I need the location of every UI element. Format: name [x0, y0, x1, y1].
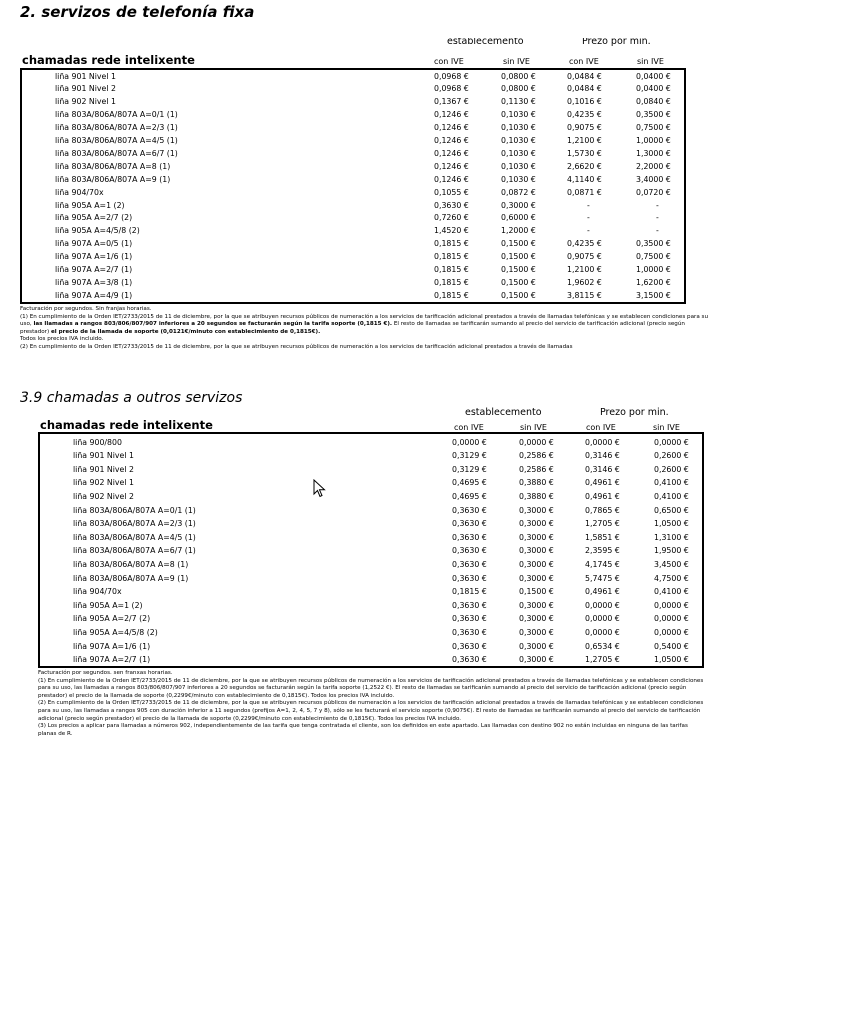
row-label: liña 905A A=4/5/8 (2) [55, 226, 140, 236]
price-cell: 0,1030 € [501, 174, 536, 184]
price-cell: 0,3000 € [519, 546, 554, 556]
price-cell: 1,0500 € [654, 655, 689, 665]
price-cell: 0,3000 € [519, 641, 554, 651]
table-row [22, 225, 684, 237]
price-cell: 0,3129 € [452, 451, 487, 461]
mouse-pointer-icon [313, 479, 327, 499]
price-cell: 0,3630 € [452, 655, 487, 665]
price-cell: 0,3630 € [452, 559, 487, 569]
section-2-notes [38, 670, 704, 738]
table-row [40, 532, 702, 544]
price-cell: 0,0872 € [501, 187, 536, 197]
price-cell: 0,1815 € [434, 290, 469, 300]
price-cell: 4,1745 € [585, 559, 620, 569]
row-label: liña 902 Nivel 1 [55, 97, 116, 107]
table-row [40, 600, 702, 612]
price-cell: 1,2705 € [585, 519, 620, 529]
price-cell: 0,0000 € [654, 600, 689, 610]
section-1-group-price-per-min: Prezo por min. [582, 38, 651, 47]
price-cell: 1,6200 € [636, 277, 671, 287]
price-cell: 0,9075 € [567, 252, 602, 262]
table-row [22, 290, 684, 302]
price-cell: 0,3000 € [519, 505, 554, 515]
price-cell: 3,8115 € [567, 290, 602, 300]
price-cell: 1,0000 € [636, 265, 671, 274]
price-cell: 1,3100 € [654, 532, 689, 542]
price-cell: 0,1246 € [434, 148, 469, 158]
price-cell: 0,1030 € [501, 110, 536, 120]
price-cell: 0,1055 € [434, 187, 469, 197]
price-cell: 0,3000 € [501, 200, 536, 210]
note-3: (3) Los precios a aplicar para llamadas a números 902, independientemente de las tarifa que tenga contratada el cliente, son los definidos en este apartado. Las llamadas con destino 902 no están incluidas en ninguna de las tarifas planas de R. [38, 723, 688, 737]
section-2-group-establishment: establecemento [465, 407, 542, 418]
row-label: liña 803A/806A/807A A=0/1 (1) [55, 110, 178, 120]
note-2: (2) En cumplimiento de la Orden IET/2733/2015 de 11 de diciembre, por la que se atribuyen recursos públicos de numeración a los servicios de tarificación adicional prestados a través de llamadas telefónicas y se establecen condiciones para su uso, las llamadas a rangos 905 con duración inferior a 11 segundos (prefijos A=1, 2, 4, 5, 7 y 8), sólo se les facturará el servicio soporte (0,9075€). El resto de llamadas se tarificarán sumando al precio del servicio de tarificación adicional (precio según prestador) el precio de la llamada de soporte (0,2299€/minuto con establecimiento de 0,1815€). Todos los precios IVA incluido. [38, 700, 704, 722]
price-cell: 0,1500 € [501, 277, 536, 287]
price-cell: 0,7500 € [636, 252, 671, 262]
section-2-title: 3.9 chamadas a outros servizos [20, 390, 243, 406]
price-cell: 0,0000 € [585, 600, 620, 610]
price-cell: 0,0000 € [585, 627, 620, 637]
price-cell: 0,1815 € [434, 277, 469, 287]
row-label: liña 905A A=1 (2) [55, 200, 125, 210]
price-cell: 0,4961 € [585, 491, 620, 501]
price-cell: 0,1815 € [434, 239, 469, 249]
price-cell: 1,9500 € [654, 546, 689, 556]
price-cell: - [587, 213, 590, 223]
price-cell: 0,1030 € [501, 123, 536, 133]
note-billing: Facturación por segundos. sen franxas horarias. [38, 670, 173, 676]
row-label: liña 904/70x [55, 187, 104, 197]
row-label: liña 803A/806A/807A A=6/7 (1) [55, 148, 178, 158]
price-cell: 3,1500 € [636, 290, 671, 300]
row-label: liña 901 Nivel 1 [55, 71, 116, 81]
section-2-col-header: con IVE [586, 423, 616, 432]
row-label: liña 803A/806A/807A A=8 (1) [55, 161, 171, 171]
row-label: liña 902 Nivel 2 [73, 491, 134, 501]
price-cell: 0,3630 € [452, 573, 487, 583]
table-row [22, 264, 684, 276]
price-cell: 0,3000 € [519, 600, 554, 610]
price-cell: 0,1246 € [434, 136, 469, 145]
price-cell: 0,3129 € [452, 464, 487, 474]
table-row [40, 613, 702, 625]
section-1-col-header: sin IVE [637, 57, 664, 66]
row-label: liña 901 Nivel 1 [73, 451, 134, 461]
note-2: (2) En cumplimiento de la Orden IET/2733/2015 de 11 de diciembre, por la que se atribuyen recursos públicos de numeración a los servicios de tarificación adicional prestados a través de llamadas [20, 343, 573, 350]
table-row [22, 122, 684, 134]
price-cell: 0,0400 € [636, 71, 671, 81]
row-label: liña 803A/806A/807A A=6/7 (1) [73, 546, 196, 556]
section-2-group-price-per-min: Prezo por min. [600, 407, 669, 418]
price-cell: 0,1246 € [434, 174, 469, 184]
price-cell: 0,4235 € [567, 110, 602, 120]
price-cell: 0,7865 € [585, 505, 620, 515]
section-1-rate-table [20, 68, 686, 304]
price-cell: 0,1246 € [434, 110, 469, 120]
price-cell: 0,0000 € [654, 614, 689, 624]
price-cell: 0,2586 € [519, 464, 554, 474]
row-label: liña 803A/806A/807A A=4/5 (1) [73, 532, 196, 542]
price-cell: 0,3500 € [636, 239, 671, 249]
price-cell: 0,1030 € [501, 148, 536, 158]
row-label: liña 905A A=2/7 (2) [55, 213, 133, 223]
price-cell: 0,0720 € [636, 187, 671, 197]
table-row [22, 174, 684, 186]
table-row [22, 277, 684, 289]
price-cell: 0,0400 € [636, 84, 671, 94]
price-cell: 0,1815 € [452, 587, 487, 597]
price-cell: 0,3500 € [636, 110, 671, 120]
price-cell: 0,3000 € [519, 627, 554, 637]
price-cell: 0,1500 € [501, 290, 536, 300]
price-cell: 0,9075 € [567, 123, 602, 133]
price-cell: - [587, 200, 590, 210]
price-cell: 1,5851 € [585, 532, 620, 542]
price-cell: 0,3630 € [452, 546, 487, 556]
price-cell: 0,0484 € [567, 84, 602, 94]
price-cell: 0,0484 € [567, 71, 602, 81]
table-row [40, 505, 702, 517]
price-cell: 1,4520 € [434, 226, 469, 236]
section-2-rate-table [38, 432, 704, 668]
price-cell: 0,3146 € [585, 464, 620, 474]
row-label: liña 907A A=4/9 (1) [55, 290, 133, 300]
table-row [22, 96, 684, 108]
price-cell: 1,2100 € [567, 136, 602, 145]
price-cell: 0,4100 € [654, 478, 689, 488]
price-cell: 0,3630 € [452, 505, 487, 515]
price-cell: 0,2586 € [519, 451, 554, 461]
table-row [22, 161, 684, 173]
row-label: liña 900/800 [73, 437, 122, 447]
price-cell: 1,0000 € [636, 136, 671, 145]
price-cell: 0,5400 € [654, 641, 689, 651]
price-cell: 3,4000 € [636, 174, 671, 184]
price-cell: 0,1500 € [501, 265, 536, 274]
table-row [22, 251, 684, 263]
table-row [22, 83, 684, 95]
table-row [22, 187, 684, 199]
price-cell: 4,1140 € [567, 174, 602, 184]
price-cell: 0,4100 € [654, 587, 689, 597]
price-cell: 0,1815 € [434, 252, 469, 262]
table-row [40, 654, 702, 666]
price-cell: 2,6620 € [567, 161, 602, 171]
table-row [40, 437, 702, 449]
row-label: liña 803A/806A/807A A=4/5 (1) [55, 136, 178, 145]
row-label: liña 907A A=1/6 (1) [73, 641, 151, 651]
price-cell: 0,3000 € [519, 532, 554, 542]
price-cell: 0,4695 € [452, 491, 487, 501]
table-row [40, 464, 702, 476]
price-cell: 2,3595 € [585, 546, 620, 556]
price-cell: 0,4961 € [585, 587, 620, 597]
table-row [22, 109, 684, 121]
row-label: liña 803A/806A/807A A=2/3 (1) [55, 123, 178, 133]
table-row [22, 71, 684, 83]
price-cell: 0,4235 € [567, 239, 602, 249]
row-label: liña 905A A=4/5/8 (2) [73, 627, 158, 637]
table-row [40, 518, 702, 530]
table-row [22, 212, 684, 224]
price-cell: 0,4100 € [654, 491, 689, 501]
price-cell: 0,0840 € [636, 97, 671, 107]
row-label: liña 902 Nivel 1 [73, 478, 134, 488]
note-1: (1) En cumplimiento de la Orden IET/2733/2015 de 11 de diciembre, por la que se atribuyen recursos públicos de numeración a los servicios de tarificación adicional prestados a través de llamadas telefónicas y se establecen condiciones para su uso, las llamadas a rangos 803/806/807/907 inferiores a 20 segundos se facturarán según la tarifa soporte (1,2522 €). El resto de llamadas se tarificarán sumando al precio del servicio de tarificación adicional (precio según prestador) el precio de la llamada de soporte (0,2299€/minuto con establecimiento de 0,1815€). Todos los precios IVA incluido. [38, 677, 704, 699]
table-row [40, 586, 702, 598]
price-cell: 0,1815 € [434, 265, 469, 274]
section-2-col-header: con IVE [454, 423, 484, 432]
price-cell: 0,1500 € [501, 252, 536, 262]
price-cell: 0,3880 € [519, 478, 554, 488]
price-cell: 3,4500 € [654, 559, 689, 569]
section-1-col-header: con IVE [434, 57, 464, 66]
row-label: liña 803A/806A/807A A=9 (1) [55, 174, 171, 184]
section-1-group-establishment: establecemento [447, 38, 524, 47]
price-cell: 1,0500 € [654, 519, 689, 529]
price-cell: 0,0871 € [567, 187, 602, 197]
table-row [22, 200, 684, 212]
table-row [40, 477, 702, 489]
price-cell: 0,3630 € [452, 614, 487, 624]
price-cell: 0,4961 € [585, 478, 620, 488]
note-1: (1) En cumplimiento de la Orden IET/2733/2015 de 11 de diciembre, por la que se atribuyen recursos públicos de numeración a los servicios de tarificación adicional prestados a través de llamadas telefónicas y se establecen condiciones para su uso, las llamadas a rangos 803/806/807/907 inferiores a 20 segundos se facturarán según la tarifa soporte (0,1815 €). El resto de llamadas se tarificarán sumando al precio del servicio de tarificación adicional (precio según prestador) el precio de la llamada de soporte (0,0121€/minuto con establecimiento de 0,1815€). [20, 313, 708, 335]
price-cell: 0,7260 € [434, 213, 469, 223]
price-cell: 1,2705 € [585, 655, 620, 665]
table-row [22, 238, 684, 250]
price-cell: 0,2600 € [654, 451, 689, 461]
price-cell: 0,1030 € [501, 136, 536, 145]
row-label: liña 907A A=2/7 (1) [55, 265, 133, 274]
price-cell: 1,5730 € [567, 148, 602, 158]
row-label: liña 901 Nivel 2 [73, 464, 134, 474]
row-label: liña 803A/806A/807A A=0/1 (1) [73, 505, 196, 515]
table-row [40, 491, 702, 503]
price-cell: 0,0968 € [434, 84, 469, 94]
price-cell: - [656, 200, 659, 210]
price-cell: 0,3000 € [519, 519, 554, 529]
price-cell: 5,7475 € [585, 573, 620, 583]
price-cell: 0,0800 € [501, 71, 536, 81]
section-2-table-heading: chamadas rede intelixente [40, 418, 213, 432]
row-label: liña 803A/806A/807A A=8 (1) [73, 559, 189, 569]
row-label: liña 803A/806A/807A A=9 (1) [73, 573, 189, 583]
price-cell: - [656, 213, 659, 223]
price-cell: 1,2000 € [501, 226, 536, 236]
price-cell: 0,0000 € [585, 437, 620, 447]
price-cell: 0,0000 € [452, 437, 487, 447]
section-1-table-heading: chamadas rede intelixente [22, 53, 195, 67]
table-row [40, 450, 702, 462]
price-cell: 0,6000 € [501, 213, 536, 223]
price-cell: 0,3630 € [452, 600, 487, 610]
row-label: liña 905A A=2/7 (2) [73, 614, 151, 624]
row-label: liña 803A/806A/807A A=2/3 (1) [73, 519, 196, 529]
price-cell: 0,0000 € [654, 627, 689, 637]
price-cell: 0,3630 € [452, 532, 487, 542]
table-row [40, 627, 702, 639]
price-cell: 0,0000 € [585, 614, 620, 624]
row-label: liña 904/70x [73, 587, 122, 597]
price-cell: 0,2600 € [654, 464, 689, 474]
row-label: liña 907A A=3/8 (1) [55, 277, 133, 287]
price-cell: 0,1016 € [567, 97, 602, 107]
price-cell: 0,3146 € [585, 451, 620, 461]
price-cell: 1,9602 € [567, 277, 602, 287]
section-2-col-header: sin IVE [653, 423, 680, 432]
price-cell: 0,3630 € [452, 641, 487, 651]
section-2-col-header: sin IVE [520, 423, 547, 432]
table-row [40, 545, 702, 557]
table-row [22, 135, 684, 147]
table-row [22, 148, 684, 160]
price-cell: 2,2000 € [636, 161, 671, 171]
price-cell: 0,3880 € [519, 491, 554, 501]
price-cell: 0,1246 € [434, 161, 469, 171]
price-cell: 0,3630 € [452, 519, 487, 529]
price-cell: 0,1500 € [501, 239, 536, 249]
section-1-notes [20, 306, 710, 352]
price-cell: - [656, 226, 659, 236]
table-row [40, 641, 702, 653]
row-label: liña 905A A=1 (2) [73, 600, 143, 610]
price-cell: 0,1130 € [501, 97, 536, 107]
table-row [40, 559, 702, 571]
price-cell: 0,3000 € [519, 559, 554, 569]
price-cell: 0,1030 € [501, 161, 536, 171]
section-1-title: 2. servizos de telefonía fixa [20, 3, 255, 21]
price-cell: 4,7500 € [654, 573, 689, 583]
price-cell: 0,3630 € [434, 200, 469, 210]
note-iva: Todos los precios IVA incluido. [20, 336, 104, 343]
row-label: liña 901 Nivel 2 [55, 84, 116, 94]
price-cell: 0,4695 € [452, 478, 487, 488]
price-cell: 0,3000 € [519, 573, 554, 583]
price-cell: 0,3630 € [452, 627, 487, 637]
price-cell: 0,1246 € [434, 123, 469, 133]
price-cell: 0,3000 € [519, 614, 554, 624]
price-cell: 0,0000 € [654, 437, 689, 447]
price-cell: 0,3000 € [519, 655, 554, 665]
price-cell: 1,2100 € [567, 265, 602, 274]
price-cell: 0,1367 € [434, 97, 469, 107]
table-row [40, 573, 702, 585]
section-1-col-header: con IVE [569, 57, 599, 66]
price-cell: 0,0000 € [519, 437, 554, 447]
price-cell: - [587, 226, 590, 236]
price-cell: 0,6534 € [585, 641, 620, 651]
row-label: liña 907A A=2/7 (1) [73, 655, 151, 665]
row-label: liña 907A A=0/5 (1) [55, 239, 133, 249]
price-cell: 0,7500 € [636, 123, 671, 133]
note-billing: Facturación por segundos. Sin franjas horarias. [20, 306, 152, 312]
price-cell: 1,3000 € [636, 148, 671, 158]
price-cell: 0,0800 € [501, 84, 536, 94]
price-cell: 0,6500 € [654, 505, 689, 515]
row-label: liña 907A A=1/6 (1) [55, 252, 133, 262]
price-cell: 0,0968 € [434, 71, 469, 81]
price-cell: 0,1500 € [519, 587, 554, 597]
section-1-col-header: sin IVE [503, 57, 530, 66]
